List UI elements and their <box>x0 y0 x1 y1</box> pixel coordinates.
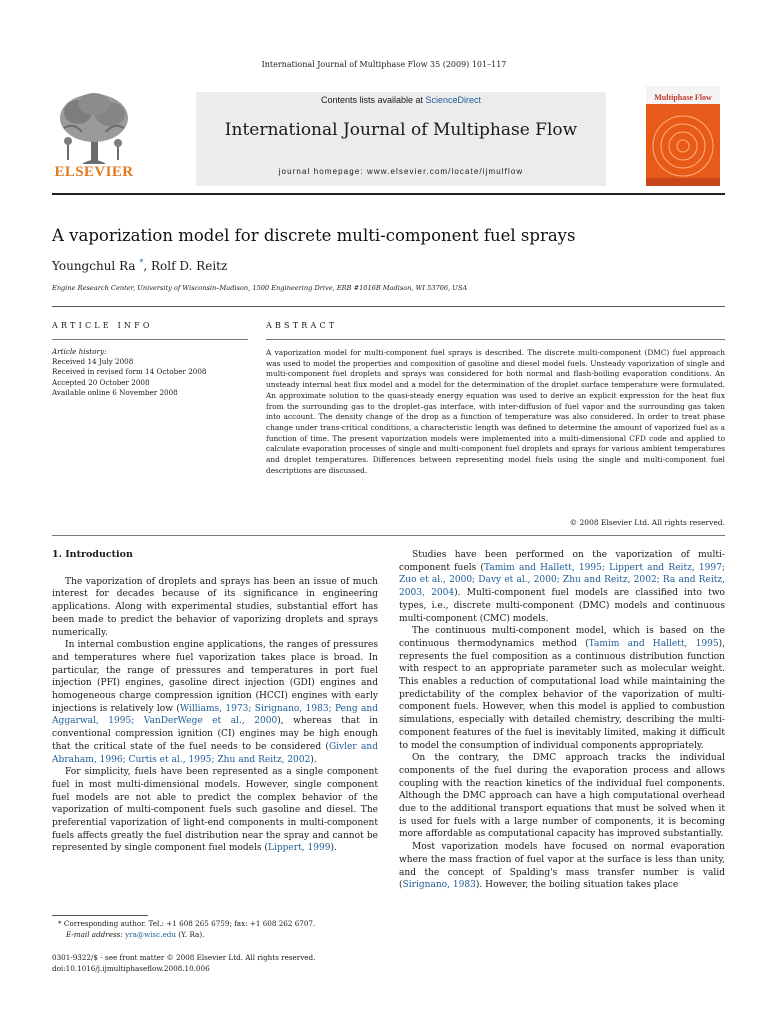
author-ra: Youngchul Ra <box>52 259 136 273</box>
abstract-bottom-rule <box>52 535 725 536</box>
paragraph <box>52 639 378 766</box>
text-run: ). <box>330 843 337 854</box>
paragraph: On the contrary, the DMC approach tracks the individual components of the fuel during the evaporation process and allows coupling with the reaction kinetics of the individual fuel components. Although the DMC approach can have a high computational overhead due to the additional transport equations that must be solved when it is used for fuels with a large number of components, it is becoming more affordable as computational capacity has improved substantially. <box>399 753 725 840</box>
abstract-text: A vaporization model for multi-component fuel sprays is described. The discrete multi-component (DMC) fuel approach was used to model the properties and composition of gasoline and diesel model fuels. Unsteady vaporization of single and multi-component fuel droplets and sprays was considered for both normal and flash-boiling evaporation conditions. An unsteady internal heat flux model and a model for the determination of the droplet surface temperature were formulated. An approximate solution to the quasi-steady energy equation was used to derive an explicit expression for the heat flux from the surrounding gas to the droplet–gas interface, with inter-diffusion of fuel vapor and the surrounding gas taken into account. The density change of the drop as a function of temperature was also considered. In order to treat phase change under trans-critical conditions, a characteristic length was defined to determine the amount of vaporized fuel as a function of time. The present vaporization models were implemented into a multi-dimensional CFD code and applied to calculate evaporation processes of single and multi-component fuel droplets and sprays for various ambient temperatures and droplet temperatures. Differences between representing model fuels using the single and multi-component fuel descriptions are discussed. <box>266 348 725 475</box>
footnote-corresponding: * Corresponding author. Tel.: +1 608 265 6759; fax: +1 608 262 6707. <box>58 919 316 928</box>
abstract-rule <box>266 339 725 340</box>
citation-link[interactable]: Tamim and Hallett, 1995 <box>588 638 719 649</box>
paragraph <box>399 841 725 892</box>
journal-title: International Journal of Multiphase Flow <box>224 120 578 140</box>
citation-link[interactable]: Lippert, 1999 <box>267 843 331 854</box>
footnote-email-line <box>52 930 315 941</box>
paragraph <box>399 625 725 752</box>
text-run: ). <box>310 754 317 765</box>
front-matter <box>52 953 315 974</box>
footnote-rule <box>52 915 148 916</box>
body-column-left <box>52 549 378 855</box>
email-link[interactable]: yra@wisc.edu <box>125 929 176 939</box>
contents-line <box>196 95 606 105</box>
text-run: ). Multi-component fuel models are classified into two types, i.e., discrete multi-component (DMC) models and continuous multi-component (CMC) models. <box>399 588 725 624</box>
text-run: The continuous multi-component model, which is based on the continuous thermodynamics method ( <box>399 626 725 649</box>
journal-cover-icon[interactable] <box>646 86 720 186</box>
paragraph: The vaporization of droplets and sprays has been an issue of much interest for decades because of its significance in engineering applications. Along with experimental studies, substantial effort has been made to predict the behavior of vaporizing droplets and sprays numerically. <box>52 576 378 638</box>
citation-link[interactable]: Williams, 1973; Sirignano, 1983; Peng and Aggarwal, 1995; VanDerWege et al., 2000 <box>52 703 378 727</box>
paragraph <box>52 766 378 855</box>
citation-link[interactable]: Sirignano, 1983 <box>402 880 476 891</box>
citation-link[interactable]: Tamim and Hallett, 1995; Lippert and Reitz, 1997; Zuo et al., 2000; Davy et al., 2000; Zhu and Reitz, 2002; Ra and Reitz, 2003, 2004 <box>399 562 725 599</box>
body-column-right <box>399 549 725 892</box>
header-rule <box>52 306 725 307</box>
text-run: ), represents the fuel composition as a continuous distribution function with respect to an appropriate parameter such as molecular weight. This enables a reduction of computational load while maintaining the predictability of the complex behavior of the vaporization of multi-component fuels. However, when this model is applied to combustion simulations, especially with detailed chemistry, describing the multi-component features of the fuel is inevitably limited, making it difficult to model the consumption of individual components appropriately. <box>399 638 725 751</box>
history-accepted: Accepted 20 October 2008 <box>52 377 150 387</box>
affiliation: Engine Research Center, University of Wisconsin–Madison, 1500 Engineering Drive, ERB #1016B Madison, WI 53706, USA <box>52 284 468 292</box>
abstract-copyright: © 2008 Elsevier Ltd. All rights reserved. <box>569 518 725 527</box>
email-suffix: (Y. Ra). <box>175 929 205 939</box>
sciencedirect-link[interactable]: ScienceDirect <box>425 95 482 105</box>
paragraph <box>399 549 725 625</box>
history-received: Received 14 July 2008 <box>52 357 134 367</box>
elsevier-wordmark: ELSEVIER <box>54 164 134 180</box>
masthead-rule <box>52 193 725 195</box>
text-run: ), whereas that in conventional compression ignition (CI) engines may be high enough that the critical state of the fuel needs to be considered ( <box>52 716 378 752</box>
text-run: Most vaporization models have focused on normal evaporation where the mass fraction of fuel vapor at the surface is less than unity, and the concept of Spalding's mass transfer number is valid ( <box>399 842 725 891</box>
history-online: Available online 6 November 2008 <box>52 387 178 397</box>
author-reitz: , Rolf D. Reitz <box>143 259 228 273</box>
author-list <box>52 258 227 273</box>
text-run: In internal combustion engine applications, the ranges of pressures and temperatures where fuel vaporization takes place is broad. In particular, the range of pressures and temperatures in port fuel injection (PFI) engines, gasoline direct injection (GDI) engines and homogeneous charge compression ignition (HCCI) engines with early injections is relatively low ( <box>52 640 378 714</box>
section-heading-introduction: 1. Introduction <box>52 549 133 560</box>
journal-homepage[interactable]: journal homepage: www.elsevier.com/locate/ijmulflow <box>278 167 524 176</box>
text-run: ). However, the boiling situation takes place <box>475 880 679 891</box>
email-label: E-mail address: <box>66 929 123 939</box>
abstract-heading: ABSTRACT <box>266 321 338 330</box>
doi-line[interactable]: doi:10.1016/j.ijmultiphaseflow.2008.10.006 <box>52 963 210 973</box>
article-info-heading: ARTICLE INFO <box>52 321 153 330</box>
cover-title: Multiphase Flow <box>654 93 712 102</box>
article-title: A vaporization model for discrete multi-component fuel sprays <box>52 226 576 245</box>
text-run: Studies have been performed on the vaporization of multi-component fuels ( <box>399 550 725 573</box>
history-label: Article history: <box>52 347 107 356</box>
citation-link[interactable]: Givler and Abraham, 1996; Curtis et al., 1995; Zhu and Reitz, 2002 <box>52 741 378 765</box>
contents-prefix: Contents lists available at <box>320 95 426 105</box>
history-revised: Received in revised form 14 October 2008 <box>52 367 207 377</box>
running-header: International Journal of Multiphase Flow 35 (2009) 101–117 <box>261 60 507 69</box>
article-history <box>52 347 248 398</box>
text-run: For simplicity, fuels have been represented as a single component fuel in most multi-dimensional models. However, single component fuel models are not able to predict the complex behavior of the vaporization of multi-component fuels such gasoline and diesel. The preferential vaporization of light-end components in multi-component fuels affects greatly the fuel distribution near the spray and cannot be represented by single component fuel models ( <box>52 767 378 854</box>
article-info-rule <box>52 339 248 340</box>
corresponding-mark[interactable]: * <box>139 258 144 267</box>
footnote <box>52 919 315 940</box>
issn-line: 0301-9322/$ - see front matter © 2008 Elsevier Ltd. All rights reserved. <box>52 953 316 962</box>
